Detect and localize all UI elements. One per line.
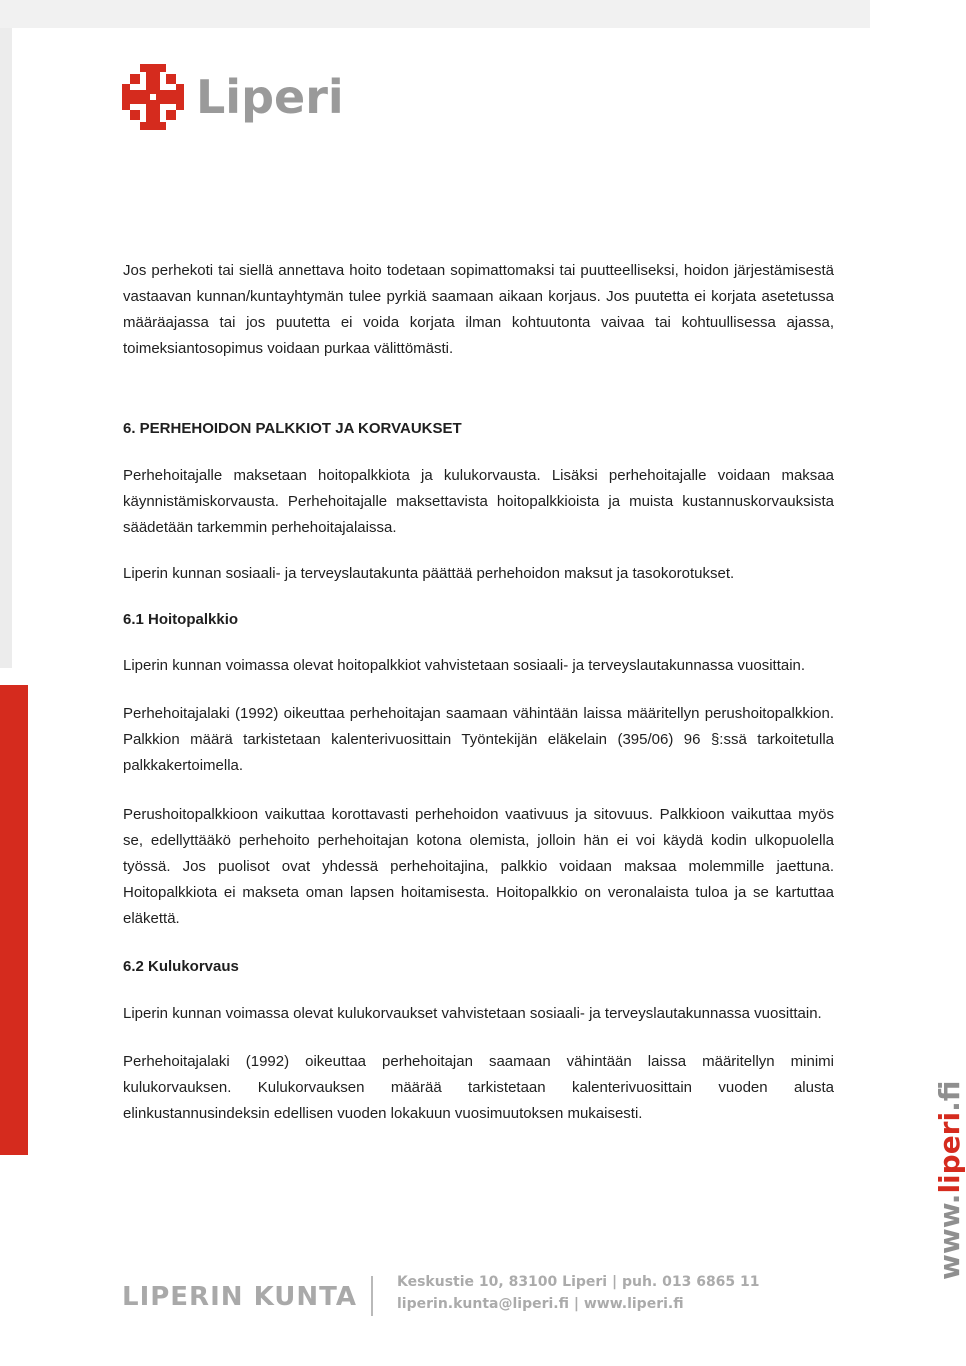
paragraph-fees-confirmed: Liperin kunnan voimassa olevat hoitopalkkiot vahvistetaan sosiaali- ja terveyslautakunnassa vuosittain. xyxy=(123,657,806,674)
side-url-brand: liperi xyxy=(933,1111,966,1194)
footer xyxy=(122,1272,862,1320)
side-url-suffix: .fi xyxy=(933,1080,966,1112)
footer-contact: liperin.kunta@liperi.fi | www.liperi.fi xyxy=(397,1296,684,1312)
side-url-prefix: www. xyxy=(933,1193,966,1280)
top-band xyxy=(0,0,870,28)
heading-section-6: 6. PERHEHOIDON PALKKIOT JA KORVAUKSET xyxy=(123,420,462,437)
paragraph-law-basic-fee: Perhehoitajalaki (1992) oikeuttaa perhehoitajan saamaan vähintään laissa määritellyn perushoitopalkkion. Palkkion määrä tarkistetaan kalenterivuosittain Työntekijän eläkelain (395/06) 96 §:ssä tarkoitetulla palkkakertoimella. xyxy=(123,705,834,774)
paragraph-expenses-confirmed: Liperin kunnan voimassa olevat kulukorvaukset vahvistetaan sosiaali- ja terveyslautakunnassa vuosittain. xyxy=(123,1005,822,1022)
paragraph-law-expenses: Perhehoitajalaki (1992) oikeuttaa perhehoitajan saamaan vähintään laissa määritellyn minimi kulukorvauksen. Kulukorvauksen määrää tarkistetaan kalenterivuosittain vuoden alusta elinkustannusindeksin edellisen vuoden lokakuun vuosimuutoksen mukaisesti. xyxy=(123,1053,834,1122)
document-body xyxy=(123,258,834,1127)
footer-address: Keskustie 10, 83100 Liperi | puh. 013 6865 11 xyxy=(397,1274,760,1290)
side-website-url xyxy=(933,1081,966,1280)
footer-divider xyxy=(371,1276,373,1316)
footer-organization: LIPERIN KUNTA xyxy=(122,1282,357,1312)
left-strip xyxy=(0,28,12,668)
paragraph-fee-factors: Perushoitopalkkioon vaikuttaa korottavasti perhehoidon vaativuus ja sitovuus. Palkkioon vaikuttaa myös se, edellyttääkö perhehoito perhehoitajan kotona olemista, jolloin hän ei voi käydä kodin ulkopuolella työssä. Jos puolisot ovat yhdessä perhehoitajina, palkkio voidaan maksaa molemmille jaettuna. Hoitopalkkiota ei makseta oman lapsen hoitamisesta. Hoitopalkkio on veronalaista tuloa ja se kartuttaa eläkettä. xyxy=(123,806,834,927)
cross-emblem-icon xyxy=(122,64,184,130)
heading-6-1: 6.1 Hoitopalkkio xyxy=(123,611,239,628)
paragraph-board-decision: Liperin kunnan sosiaali- ja terveyslautakunta päättää perhehoidon maksut ja tasokorotukset. xyxy=(123,565,735,582)
paragraph-correction: Jos perhekoti tai siellä annettava hoito todetaan sopimattomaksi tai puutteelliseksi, hoidon järjestämisestä vastaavan kunnan/kuntayhtymän tulee pyrkiä saamaan aikaan korjaus. Jos puutetta ei korjata asetetussa määräajassa tai jos puutetta ei voida korjata ilman kohtuutonta vaivaa tai kohtuullisessa ajassa, toimeksiantosopimus voidaan purkaa välittömästi. xyxy=(123,262,834,357)
heading-6-2: 6.2 Kulukorvaus xyxy=(123,958,239,975)
red-accent-bar xyxy=(0,685,28,1155)
logo-text: Liperi xyxy=(196,70,344,124)
paragraph-compensation: Perhehoitajalle maksetaan hoitopalkkiota ja kulukorvausta. Lisäksi perhehoitajalle voidaan maksaa käynnistämiskorvausta. Perhehoitajalle maksettavista hoitopalkkioista ja muista kustannuskorvauksista säädetään tarkemmin perhehoitajalaissa. xyxy=(123,467,834,536)
liperi-logo xyxy=(122,62,344,132)
